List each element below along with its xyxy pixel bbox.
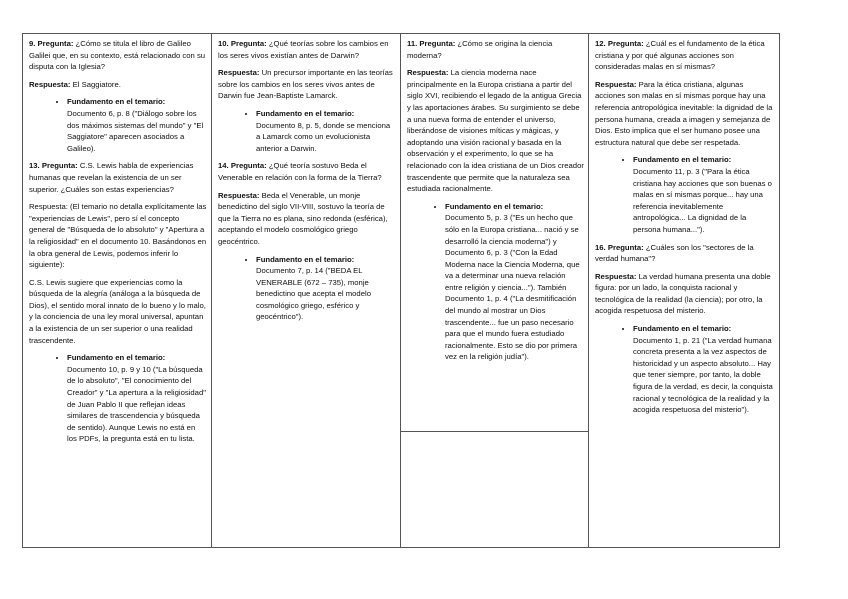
- question-paragraph: [29, 38, 207, 73]
- table-row-divider: [400, 431, 589, 432]
- question-paragraph: [218, 38, 396, 61]
- fundamento-label: Fundamento en el temario:: [633, 324, 732, 334]
- question-paragraph: [595, 38, 774, 73]
- paragraph-label: 11. Pregunta:: [407, 39, 456, 48]
- paragraph-label: 12. Pregunta:: [595, 39, 644, 48]
- bullet-list: [407, 201, 584, 363]
- paragraph-text: El Saggiatore.: [72, 79, 121, 89]
- paragraph-text: ¿Cuáles son los "sectores de la verdad humana"?: [595, 242, 754, 264]
- fundamento-label: Fundamento en el temario:: [67, 97, 166, 107]
- paragraph-text: ¿Qué teorías sobre los cambios en los seres vivos existían antes de Darwin?: [218, 39, 389, 60]
- paragraph-label: Respuesta:: [218, 190, 260, 200]
- bullet-list: [29, 352, 207, 445]
- fundamento-text: Documento 1, p. 21 ("La verdad humana concreta presenta a la vez aspectos de historicidad y un aspecto absoluto... Hay que tener siempre, por tanto, la doble figura de la verdad, es decir, la conquista racional y tecnológica de la realidad y la acogida respetuosa del misterio").: [633, 335, 773, 415]
- fundamento-text: Documento 10, p. 9 y 10 ("La búsqueda de lo absoluto", "El conocimiento del Creador" y "La apertura a la religiosidad" de Juan Pablo II que reflejan ideas similares de trascendencia y búsqueda de sentido). Aunque Lewis no está en los PDFs, la pregunta está en tu lista.: [67, 364, 206, 444]
- fundamento-text: Documento 5, p. 3 ("Es un hecho que sólo en la Europa cristiana... nació y se desarrolló la ciencia moderna") y Documento 6, p. 3 ("Con la Edad Moderna nace la Ciencia Moderna, que va a determinar una nueva relación entre religión y ciencia..."). También Documento 1, p. 4 ("La desmitificación del mundo al mostrar un Dios trascendente... fue un paso necesario para que el mundo fuera estudiado racionalmente. Esto se dio por primera vez en la religión judía").: [445, 213, 580, 362]
- table-column-3: [400, 33, 589, 548]
- answer-paragraph: [407, 67, 584, 195]
- paragraph-label: Respuesta:: [218, 68, 260, 78]
- paragraph-text: La ciencia moderna nace principalmente en la Europa cristiana a partir del siglo XVI, recibiendo el legado de la antigua Grecia y las aportaciones árabes. Su surgimiento se debe a una nueva forma de entender el universo, liberándose de visiones míticas y mágicas, y adoptando una visión racional y basada en la observación y el experimento, lo que se ha relacionado con la idea cristiana de un Dios creador trascendente que permite que la naturaleza sea estudiada racionalmente.: [407, 68, 584, 194]
- paragraph-text: ¿Qué teoría sostuvo Beda el Venerable en relación con la forma de la Tierra?: [218, 161, 382, 182]
- question-paragraph: [595, 242, 774, 265]
- fundamento-text: Documento 8, p. 5, donde se menciona a Lamarck como un evolucionista anterior a Darwin.: [256, 120, 391, 153]
- question-paragraph: [29, 160, 207, 195]
- paragraph-text: C.S. Lewis habla de experiencias humanas que revelan la existencia de un ser superior. ¿Cuáles son estas experiencias?: [29, 161, 194, 194]
- fundamento-label: Fundamento en el temario:: [633, 155, 732, 165]
- paragraph-label: Respuesta:: [595, 79, 637, 89]
- paragraph-text: La verdad humana presenta una doble figura: por un lado, la conquista racional y tecnológica de la realidad (la ciencia); por otro, la acogida respetuosa del misterio.: [595, 271, 771, 316]
- bullet-item: [445, 201, 584, 363]
- bullet-item: [633, 323, 774, 416]
- table-column-1: [22, 33, 212, 548]
- fundamento-label: Fundamento en el temario:: [256, 254, 355, 264]
- answer-paragraph: [218, 190, 396, 248]
- fundamento-label: Fundamento en el temario:: [256, 108, 355, 118]
- fundamento-label: Fundamento en el temario:: [67, 353, 166, 363]
- bullet-item: [67, 352, 207, 445]
- paragraph-text: ¿Cuál es el fundamento de la ética cristiana y por qué algunas acciones son consideradas malas en sí mismas?: [595, 39, 765, 72]
- paragraph-text: Beda el Venerable, un monje benedictino del siglo VII-VIII, sostuvo la teoría de que la Tierra no es plana, sino redonda (esférica), aceptando el modelo cosmológico griego geocéntrico.: [218, 190, 388, 246]
- paragraph-label: Respuesta:: [595, 271, 637, 281]
- fundamento-text: Documento 11, p. 3 ("Para la ética cristiana hay acciones que son buenas o malas en sí mismas porque... hay una referencia inevitablemente antropológica... La dignidad de la persona humana...").: [633, 166, 772, 234]
- plain-paragraph: Respuesta: (El temario no detalla explícitamente las "experiencias de Lewis", pero sí el concepto general de "Búsqueda de lo absoluto" y "Apertura a la religiosidad" en el documento 10. Basándonos en la obra general de Lewis, podemos inferir lo siguiente):: [29, 202, 207, 270]
- answer-paragraph: [595, 79, 774, 149]
- table-column-4: [588, 33, 780, 548]
- table-column-2: [211, 33, 401, 548]
- answer-paragraph: [29, 79, 207, 91]
- answer-paragraph: [218, 67, 396, 102]
- paragraph-text: Un precursor importante en las teorías sobre los cambios en los seres vivos antes de Darwin fue Jean-Baptiste Lamarck.: [218, 68, 393, 101]
- paragraph-text: Para la ética cristiana, algunas acciones son malas en sí mismas porque hay una referencia antropológica inevitable: la dignidad de la persona humana, creada a imagen y semejanza de Dios. Esto implica que el ser humano posee una estructura natural que debe ser respetada.: [595, 79, 773, 147]
- bullet-list: [218, 108, 396, 154]
- paragraph-label: Respuesta:: [407, 68, 449, 78]
- question-paragraph: [407, 38, 584, 61]
- paragraph-label: 14. Pregunta:: [218, 161, 267, 171]
- bullet-list: [595, 154, 774, 235]
- bullet-item: [256, 254, 396, 324]
- fundamento-label: Fundamento en el temario:: [445, 201, 544, 211]
- paragraph-text: ¿Cómo se titula el libro de Galileo Galilei que, en su contexto, está relacionado con su disputa con la Iglesia?: [29, 39, 206, 72]
- paragraph-text: ¿Cómo se origina la ciencia moderna?: [407, 39, 553, 60]
- bullet-item: [256, 108, 396, 154]
- paragraph-label: 9. Pregunta:: [29, 39, 74, 48]
- paragraph-label: 16. Pregunta:: [595, 242, 644, 252]
- bullet-list: [29, 96, 207, 154]
- paragraph-label: 10. Pregunta:: [218, 39, 267, 48]
- fundamento-text: Documento 6, p. 8 ("Diálogo sobre los dos máximos sistemas del mundo" y "El Saggiatore" aparecen asociados a Galileo).: [67, 108, 204, 153]
- plain-paragraph: C.S. Lewis sugiere que experiencias como la búsqueda de la alegría (análoga a la búsqueda de Dios), el sentido moral innato de lo bueno y lo malo, y la conciencia de una ley moral universal, apuntan a la existencia de un ser superior o una realidad trascendente.: [29, 277, 206, 345]
- bullet-list: [595, 323, 774, 416]
- fundamento-text: Documento 7, p. 14 ("BEDA EL VENERABLE (672 – 735), monje benedictino que acepta el modelo cosmológico griego, esférico y geocéntrico").: [256, 266, 371, 322]
- answer-paragraph: [595, 271, 774, 317]
- bullet-item: [633, 154, 774, 235]
- paragraph-label: 13. Pregunta:: [29, 161, 78, 171]
- question-paragraph: [218, 160, 396, 183]
- bullet-item: [67, 96, 207, 154]
- bullet-list: [218, 254, 396, 324]
- paragraph-label: Respuesta:: [29, 79, 71, 89]
